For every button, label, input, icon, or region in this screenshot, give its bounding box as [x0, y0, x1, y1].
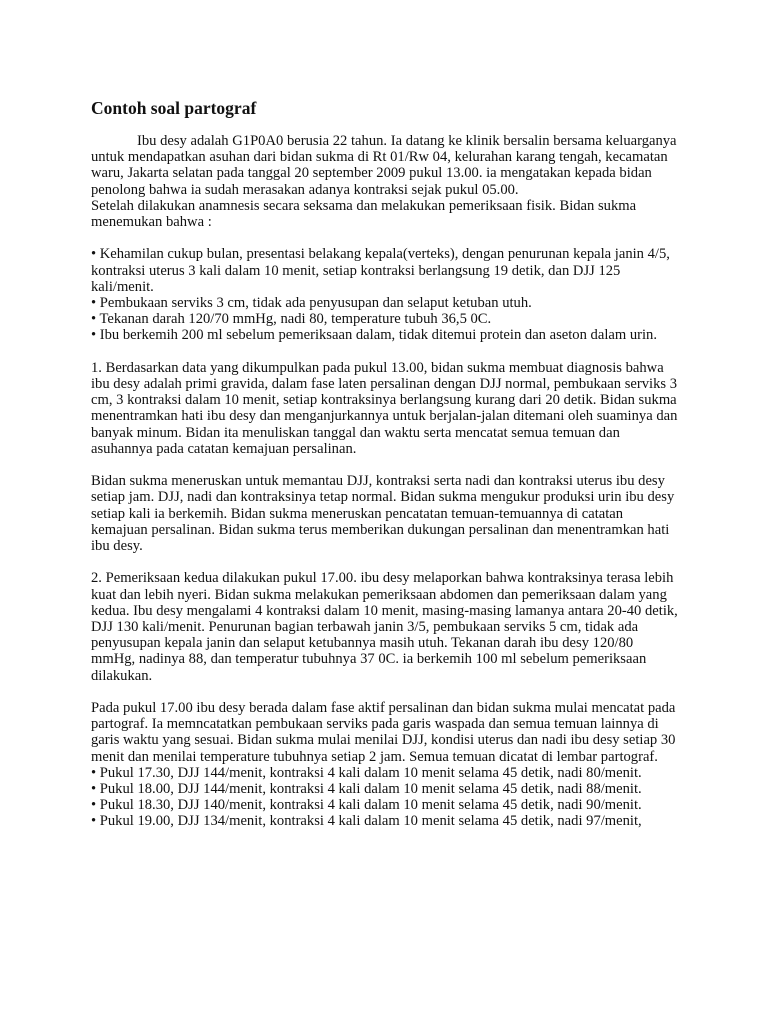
- paragraph-second-exam: 2. Pemeriksaan kedua dilakukan pukul 17.00. ibu desy melaporkan bahwa kontraksinya terasa lebih kuat dan lebih nyeri. Bidan sukma melakukan pemeriksaan abdomen dan pemeriksaan dalam yang kedua. Ibu desy mengalami 4 kontraksi dalam 10 menit, masing-masing lamanya antara 20-40 detik, DJJ 130 kali/menit. Penurunan bagian terbawah janin 3/5, pembukaan serviks 5 cm, tidak ada penyusupan kepala janin dan selaput ketubannya masih utuh. Tekanan darah ibu desy 120/80 mmHg, nadinya 88, dan temperatur tubuhnya 37 0C. ia berkemih 100 ml sebelum pemeriksaan dilakukan.: [91, 570, 678, 684]
- findings-list: [91, 246, 681, 343]
- observations-list: [91, 765, 681, 830]
- spacer: [91, 457, 681, 473]
- anamnesis-paragraph: Setelah dilakukan anamnesis secara seksama dan melakukan pemeriksaan fisik. Bidan sukma menemukan bahwa :: [91, 197, 637, 231]
- observation-item: • Pukul 18.00, DJJ 144/menit, kontraksi 4 kali dalam 10 menit selama 45 detik, nadi 88/menit.: [91, 781, 642, 798]
- spacer: [91, 230, 681, 246]
- intro-paragraph: Ibu desy adalah G1P0A0 berusia 22 tahun. Ia datang ke klinik bersalin bersama keluarganya untuk mendapatkan asuhan dari bidan sukma di Rt 01/Rw 04, kelurahan karang tengah, kecamatan waru, Jakarta selatan pada tanggal 20 september 2009 pukul 13.00. ia mengatakan kepada bidan penolong bahwa ia sudah merasakan adanya kontraksi sejak pukul 05.00.: [91, 133, 677, 198]
- finding-item: • Pembukaan serviks 3 cm, tidak ada penyusupan dan selaput ketuban utuh.: [91, 295, 532, 312]
- observation-item: • Pukul 18.30, DJJ 140/menit, kontraksi 4 kali dalam 10 menit selama 45 detik, nadi 90/menit.: [91, 797, 642, 814]
- spacer: [91, 344, 681, 360]
- document-title: Contoh soal partograf: [91, 98, 257, 118]
- finding-item: • Ibu berkemih 200 ml sebelum pemeriksaan dalam, tidak ditemui protein dan aseton dalam urin.: [91, 327, 658, 344]
- spacer: [91, 684, 681, 700]
- observation-item: • Pukul 19.00, DJJ 134/menit, kontraksi 4 kali dalam 10 menit selama 45 detik, nadi 97/menit,: [91, 813, 642, 830]
- finding-item: • Kehamilan cukup bulan, presentasi belakang kepala(verteks), dengan penurunan kepala janin 4/5, kontraksi uterus 3 kali dalam 10 menit, setiap kontraksi berlangsung 19 detik, dan DJJ 125 kali/menit.: [91, 246, 670, 295]
- paragraph-monitoring: Bidan sukma meneruskan untuk memantau DJJ, kontraksi serta nadi dan kontraksi uterus ibu desy setiap jam. DJJ, nadi dan kontraksinya tetap normal. Bidan sukma mengukur produksi urin ibu desy setiap kali ia berkemih. Bidan sukma meneruskan pencatatan temuan-temuannya di catatan kemajuan persalinan. Bidan sukma terus memberikan dukungan persalinan dan menentramkan hati ibu desy.: [91, 473, 675, 555]
- observation-item: • Pukul 17.30, DJJ 144/menit, kontraksi 4 kali dalam 10 menit selama 45 detik, nadi 80/menit.: [91, 764, 642, 781]
- paragraph-diagnosis: 1. Berdasarkan data yang dikumpulkan pada pukul 13.00, bidan sukma membuat diagnosis bahwa ibu desy adalah primi gravida, dalam fase laten persalinan dengan DJJ normal, pembukaan serviks 3 cm, 3 kontraksi dalam 10 menit, setiap kontraksinya berlangsung kurang dari 20 detik. Bidan sukma menentramkan hati ibu desy dan menganjurkannya untuk berjalan-jalan ditemani oleh suaminya dan banyak minum. Bidan ita menuliskan tanggal dan waktu serta mencatat semua temuan dan asuhannya pada catatan kemajuan persalinan.: [91, 359, 678, 457]
- spacer: [91, 554, 681, 570]
- finding-item: • Tekanan darah 120/70 mmHg, nadi 80, temperature tubuh 36,5 0C.: [91, 311, 492, 328]
- document-page: [91, 97, 681, 830]
- paragraph-active-phase: Pada pukul 17.00 ibu desy berada dalam fase aktif persalinan dan bidan sukma mulai mencatat pada partograf. Ia memncatatkan pembukaan serviks pada garis waspada dan semua temuan lainnya di garis waktu yang sesuai. Bidan sukma mulai menilai DJJ, kondisi uterus dan nadi ibu desy setiap 30 menit dan menilai temperature tubuhnya setiap 2 jam. Semua temuan dicatat di lembar partograf.: [91, 700, 676, 765]
